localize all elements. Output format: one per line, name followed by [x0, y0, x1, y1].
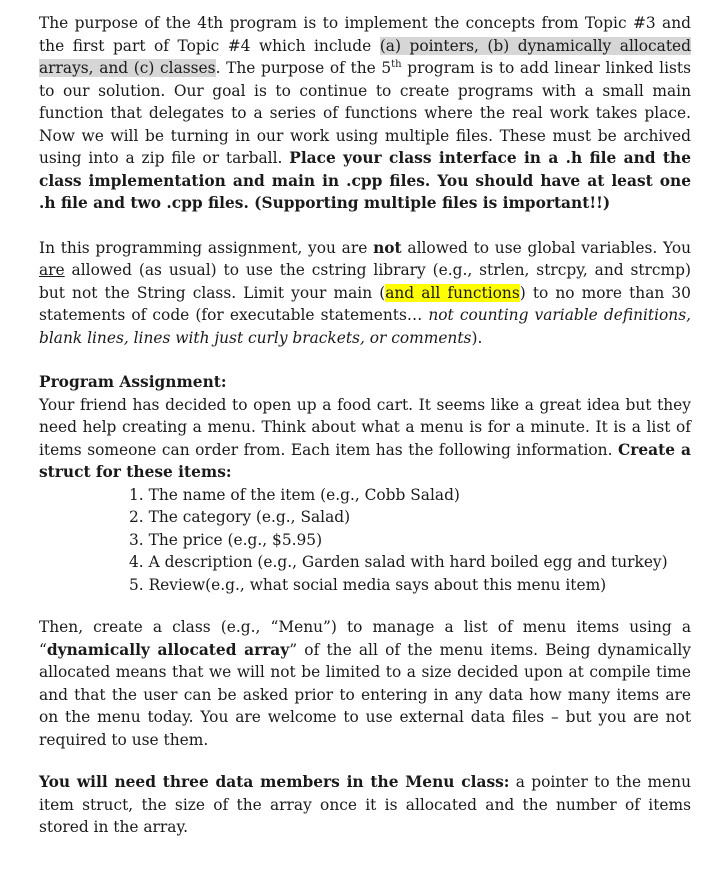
struct-field-list [39, 484, 691, 597]
assignment-paragraph: Your friend has decided to open up a food cart. It seems like a great idea but they need help creating a menu. Think about what a menu is for a minute. It is a list of items someone can order from. Each item has the following information. Create a struct for these items: [39, 395, 691, 481]
class-paragraph: Then, create a class (e.g., “Menu”) to manage a list of menu items using a “dynamically allocated array” of the all of the menu items. Being dynamically allocated means that we will not be limited to a size decided upon at compile time and that the user can be asked prior to entering in any data how many items are on the menu today. You are welcome to use external data files – but you are not required to use them. [39, 618, 691, 749]
list-item: 5. Review(e.g., what social media says about this menu item) [129, 575, 607, 594]
intro-paragraph: The purpose of the 4th program is to implement the concepts from Topic #3 and the first part of Topic #4 which include (a) pointers, (b) dynamically allocated arrays, and (c) classes. The purpose of the 5th program is to add linear linked lists to our solution. Our goal is to continue to create programs with a small main function that delegates to a series of functions where the real work takes place. Now we will be turning in our work using multiple files. These must be archived using into a zip file or tarball. Place your class interface in a .h file and the class implementation and main in .cpp files. You should have at least one .h file and two .cpp files. (Supporting multiple files is important!!) [39, 14, 691, 212]
gray-highlight: (a) pointers, (b) dynamically allocated arrays, and (c) classes [39, 36, 691, 77]
list-item: 4. A description (e.g., Garden salad with hard boiled egg and turkey) [129, 553, 668, 571]
list-item: 3. The price (e.g., $5.95) [129, 530, 323, 549]
rules-paragraph: In this programming assignment, you are not allowed to use global variables. You are allowed (as usual) to use the cstring library (e.g., strlen, strcpy, and strcmp) but not the String class. Limit your main (and all functions) to no more than 30 statements of code (for executable statements… not counting variable definitions, blank lines, lines with just curly brackets, or comments). [39, 238, 692, 347]
file-requirements: Place your class interface in a .h file and the class implementation and main in .cpp files. You should have at least one .h file and two .cpp files. (Supporting multiple files is important!!) [39, 149, 691, 212]
list-item: 1. The name of the item (e.g., Cobb Salad) [129, 485, 460, 504]
yellow-highlight: and all functions [385, 283, 520, 302]
document-page [39, 12, 691, 839]
list-item: 2. The category (e.g., Salad) [129, 508, 351, 526]
assignment-heading: Program Assignment: [39, 373, 227, 391]
data-members-paragraph: You will need three data members in the Menu class: a pointer to the menu item struct, the size of the array once it is allocated and the number of items stored in the array. [39, 773, 691, 836]
